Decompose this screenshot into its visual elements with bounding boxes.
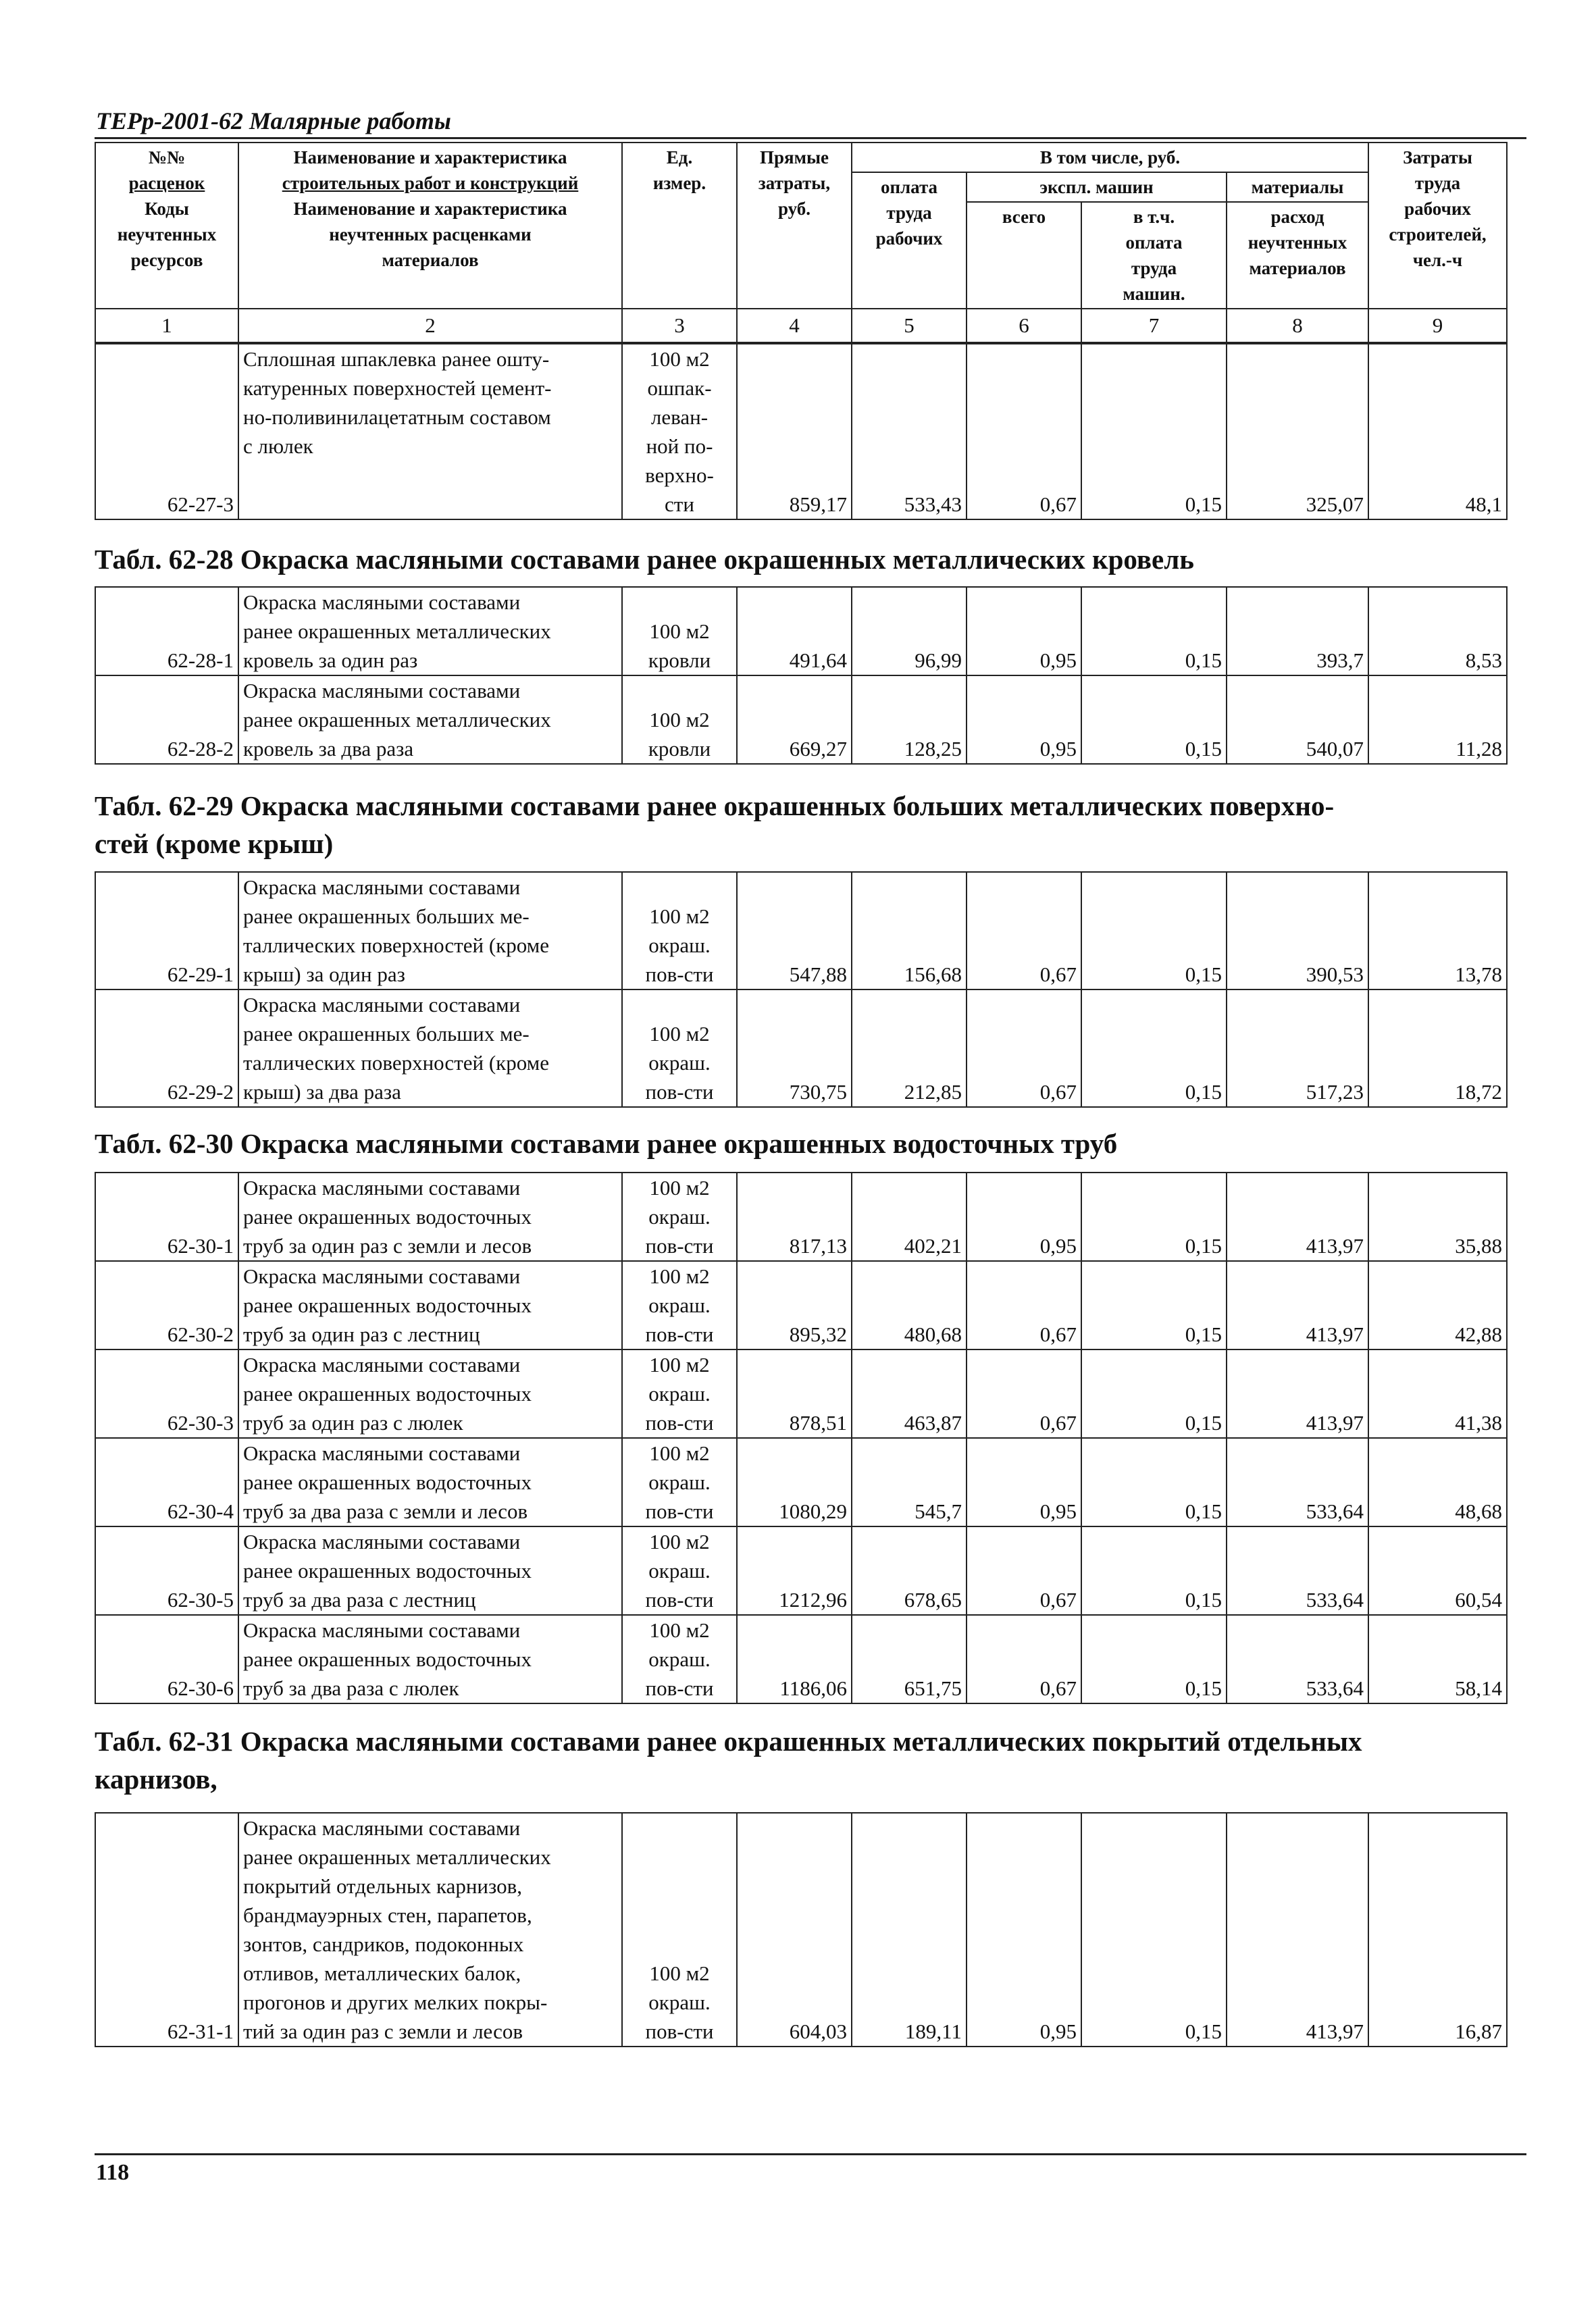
- direct-costs: 547,88: [737, 872, 852, 989]
- rate-code: 62-30-1: [95, 1173, 238, 1261]
- work-description: Окраска масляными составами ранее окрашенных металлических кровель за два раза: [238, 675, 622, 764]
- labor-wages: 128,25: [852, 675, 967, 764]
- machine-operator-wages: 0,15: [1081, 1615, 1227, 1703]
- table-row: [95, 1813, 1507, 2047]
- unit-of-measure: 100 м2 окраш. пов-сти: [622, 1615, 737, 1703]
- machines-total: 0,67: [967, 1615, 1081, 1703]
- unit-of-measure: 100 м2 окраш. пов-сти: [622, 1526, 737, 1615]
- header-col-2: Наименование и характеристика строительных работ и конструкций Наименование и характеристика неучтенных расценками материалов: [238, 143, 622, 309]
- materials-cost: 413,97: [1227, 1173, 1368, 1261]
- machines-total: 0,95: [967, 1173, 1081, 1261]
- header-col-3: Ед. измер.: [622, 143, 737, 309]
- column-header-table: [95, 142, 1508, 343]
- direct-costs: 1186,06: [737, 1615, 852, 1703]
- labor-wages: 212,85: [852, 989, 967, 1107]
- column-number: 9: [1368, 309, 1507, 342]
- materials-cost: 390,53: [1227, 872, 1368, 989]
- table-62-30: [95, 1172, 1508, 1704]
- header-group-machines: экспл. машин: [967, 172, 1227, 202]
- table-row: [95, 1173, 1507, 1261]
- header-group-including: В том числе, руб.: [852, 143, 1368, 172]
- header-col-8: расход неучтенных материалов: [1227, 202, 1368, 309]
- labor-hours: 48,68: [1368, 1438, 1507, 1526]
- machines-total: 0,95: [967, 1438, 1081, 1526]
- direct-costs: 859,17: [737, 344, 852, 519]
- table-62-31: [95, 1812, 1508, 2047]
- table-row: [95, 675, 1507, 764]
- rate-code: 62-30-4: [95, 1438, 238, 1526]
- direct-costs: 817,13: [737, 1173, 852, 1261]
- labor-hours: 58,14: [1368, 1615, 1507, 1703]
- machine-operator-wages: 0,15: [1081, 344, 1227, 519]
- materials-cost: 533,64: [1227, 1438, 1368, 1526]
- rate-code: 62-28-2: [95, 675, 238, 764]
- column-number: 3: [622, 309, 737, 342]
- labor-hours: 18,72: [1368, 989, 1507, 1107]
- table-row: [95, 872, 1507, 989]
- unit-of-measure: 100 м2 окраш. пов-сти: [622, 1813, 737, 2047]
- section-title-62-29: Табл. 62-29 Окраска масляными составами ранее окрашенных больших металлических поверхно- стей (кроме крыш): [95, 790, 1335, 859]
- machines-total: 0,95: [967, 675, 1081, 764]
- footer-rule: [95, 2153, 1526, 2155]
- machine-operator-wages: 0,15: [1081, 1173, 1227, 1261]
- labor-wages: 463,87: [852, 1349, 967, 1438]
- header-col-6: всего: [967, 202, 1081, 309]
- direct-costs: 1212,96: [737, 1526, 852, 1615]
- column-number: 8: [1227, 309, 1368, 342]
- header-col-5: оплата труда рабочих: [852, 172, 967, 309]
- rate-code: 62-30-5: [95, 1526, 238, 1615]
- rate-code: 62-27-3: [95, 344, 238, 519]
- work-description: Окраска масляными составами ранее окрашенных водосточных труб за два раза с лестниц: [238, 1526, 622, 1615]
- rate-code: 62-29-1: [95, 872, 238, 989]
- work-description: Окраска масляными составами ранее окрашенных металлических покрытий отдельных карнизов, брандмауэрных стен, парапетов, зонтов, сандриков, подоконных отливов, металлических балок, прогонов и других мелких покры- тий за один раз с земли и лесов: [238, 1813, 622, 2047]
- unit-of-measure: 100 м2 окраш. пов-сти: [622, 1349, 737, 1438]
- labor-wages: 533,43: [852, 344, 967, 519]
- materials-cost: 533,64: [1227, 1526, 1368, 1615]
- direct-costs: 895,32: [737, 1261, 852, 1349]
- direct-costs: 491,64: [737, 587, 852, 675]
- unit-of-measure: 100 м2 окраш. пов-сти: [622, 1261, 737, 1349]
- rate-code: 62-28-1: [95, 587, 238, 675]
- column-number: 1: [95, 309, 238, 342]
- work-description: Окраска масляными составами ранее окрашенных больших ме- таллических поверхностей (кроме крыш) за один раз: [238, 872, 622, 989]
- labor-hours: 41,38: [1368, 1349, 1507, 1438]
- work-description: Окраска масляными составами ранее окрашенных водосточных труб за один раз с люлек: [238, 1349, 622, 1438]
- unit-of-measure: 100 м2 кровли: [622, 587, 737, 675]
- machine-operator-wages: 0,15: [1081, 1261, 1227, 1349]
- machines-total: 0,67: [967, 1526, 1081, 1615]
- work-description: Окраска масляными составами ранее окрашенных металлических кровель за один раз: [238, 587, 622, 675]
- header-col-7: в т.ч. оплата труда машин.: [1081, 202, 1227, 309]
- header-col-9: Затраты труда рабочих строителей, чел.-ч: [1368, 143, 1507, 309]
- machines-total: 0,67: [967, 872, 1081, 989]
- column-number: 6: [967, 309, 1081, 342]
- labor-wages: 156,68: [852, 872, 967, 989]
- materials-cost: 413,97: [1227, 1813, 1368, 2047]
- materials-cost: 325,07: [1227, 344, 1368, 519]
- machine-operator-wages: 0,15: [1081, 1438, 1227, 1526]
- unit-of-measure: 100 м2 кровли: [622, 675, 737, 764]
- machine-operator-wages: 0,15: [1081, 1349, 1227, 1438]
- machines-total: 0,67: [967, 989, 1081, 1107]
- machine-operator-wages: 0,15: [1081, 1813, 1227, 2047]
- labor-hours: 11,28: [1368, 675, 1507, 764]
- header-rule: [95, 137, 1526, 139]
- header-col-4: Прямые затраты, руб.: [737, 143, 852, 309]
- header-group-materials: материалы: [1227, 172, 1368, 202]
- machine-operator-wages: 0,15: [1081, 872, 1227, 989]
- labor-wages: 651,75: [852, 1615, 967, 1703]
- unit-of-measure: 100 м2 ошпак- леван- ной по- верхно- сти: [622, 344, 737, 519]
- labor-hours: 60,54: [1368, 1526, 1507, 1615]
- section-title-62-30: Табл. 62-30 Окраска масляными составами ранее окрашенных водосточных труб: [95, 1128, 1118, 1159]
- machine-operator-wages: 0,15: [1081, 587, 1227, 675]
- column-number: 4: [737, 309, 852, 342]
- rate-code: 62-31-1: [95, 1813, 238, 2047]
- machine-operator-wages: 0,15: [1081, 675, 1227, 764]
- rate-code: 62-30-3: [95, 1349, 238, 1438]
- page-number: 118: [96, 2160, 130, 2185]
- section-title-62-31: Табл. 62-31 Окраска масляными составами ранее окрашенных металлических покрытий отдельных карнизов,: [95, 1726, 1362, 1795]
- unit-of-measure: 100 м2 окраш. пов-сти: [622, 872, 737, 989]
- column-number: 2: [238, 309, 622, 342]
- direct-costs: 604,03: [737, 1813, 852, 2047]
- materials-cost: 533,64: [1227, 1615, 1368, 1703]
- machines-total: 0,67: [967, 1349, 1081, 1438]
- unit-of-measure: 100 м2 окраш. пов-сти: [622, 1173, 737, 1261]
- header-col-1: №№ расценок Коды неучтенных ресурсов: [95, 143, 238, 309]
- unit-of-measure: 100 м2 окраш. пов-сти: [622, 1438, 737, 1526]
- machine-operator-wages: 0,15: [1081, 989, 1227, 1107]
- work-description: Окраска масляными составами ранее окрашенных водосточных труб за один раз с лестниц: [238, 1261, 622, 1349]
- rate-code: 62-29-2: [95, 989, 238, 1107]
- table-row: [95, 344, 1507, 519]
- table-row: [95, 1615, 1507, 1703]
- machines-total: 0,95: [967, 587, 1081, 675]
- work-description: Окраска масляными составами ранее окрашенных водосточных труб за один раз с земли и лесов: [238, 1173, 622, 1261]
- direct-costs: 1080,29: [737, 1438, 852, 1526]
- materials-cost: 540,07: [1227, 675, 1368, 764]
- column-number: 5: [852, 309, 967, 342]
- table-row: [95, 1261, 1507, 1349]
- rate-code: 62-30-2: [95, 1261, 238, 1349]
- work-description: Окраска масляными составами ранее окрашенных водосточных труб за два раза с люлек: [238, 1615, 622, 1703]
- machines-total: 0,67: [967, 344, 1081, 519]
- machines-total: 0,67: [967, 1261, 1081, 1349]
- column-number: 7: [1081, 309, 1227, 342]
- table-row: [95, 989, 1507, 1107]
- direct-costs: 730,75: [737, 989, 852, 1107]
- labor-hours: 8,53: [1368, 587, 1507, 675]
- section-title-62-28: Табл. 62-28 Окраска масляными составами ранее окрашенных металлических кровель: [95, 544, 1194, 575]
- labor-wages: 402,21: [852, 1173, 967, 1261]
- labor-wages: 189,11: [852, 1813, 967, 2047]
- materials-cost: 413,97: [1227, 1349, 1368, 1438]
- work-description: Окраска масляными составами ранее окрашенных больших ме- таллических поверхностей (кроме крыш) за два раза: [238, 989, 622, 1107]
- labor-wages: 545,7: [852, 1438, 967, 1526]
- table-row: [95, 587, 1507, 675]
- materials-cost: 517,23: [1227, 989, 1368, 1107]
- labor-wages: 678,65: [852, 1526, 967, 1615]
- table-62-29: [95, 871, 1508, 1108]
- rate-code: 62-30-6: [95, 1615, 238, 1703]
- work-description: Сплошная шпаклевка ранее ошту- катуренных поверхностей цемент- но-поливинилацетатным составом с люлек: [238, 344, 622, 519]
- work-description: Окраска масляными составами ранее окрашенных водосточных труб за два раза с земли и лесов: [238, 1438, 622, 1526]
- table-62-28: [95, 586, 1508, 765]
- labor-wages: 480,68: [852, 1261, 967, 1349]
- table-row: [95, 1526, 1507, 1615]
- unit-of-measure: 100 м2 окраш. пов-сти: [622, 989, 737, 1107]
- table-62-27: [95, 343, 1508, 520]
- labor-hours: 42,88: [1368, 1261, 1507, 1349]
- table-row: [95, 1349, 1507, 1438]
- materials-cost: 413,97: [1227, 1261, 1368, 1349]
- direct-costs: 669,27: [737, 675, 852, 764]
- labor-hours: 35,88: [1368, 1173, 1507, 1261]
- labor-hours: 48,1: [1368, 344, 1507, 519]
- table-row: [95, 1438, 1507, 1526]
- running-header: ТЕРр-2001-62 Малярные работы: [96, 107, 451, 134]
- machine-operator-wages: 0,15: [1081, 1526, 1227, 1615]
- labor-hours: 16,87: [1368, 1813, 1507, 2047]
- labor-hours: 13,78: [1368, 872, 1507, 989]
- materials-cost: 393,7: [1227, 587, 1368, 675]
- direct-costs: 878,51: [737, 1349, 852, 1438]
- machines-total: 0,95: [967, 1813, 1081, 2047]
- labor-wages: 96,99: [852, 587, 967, 675]
